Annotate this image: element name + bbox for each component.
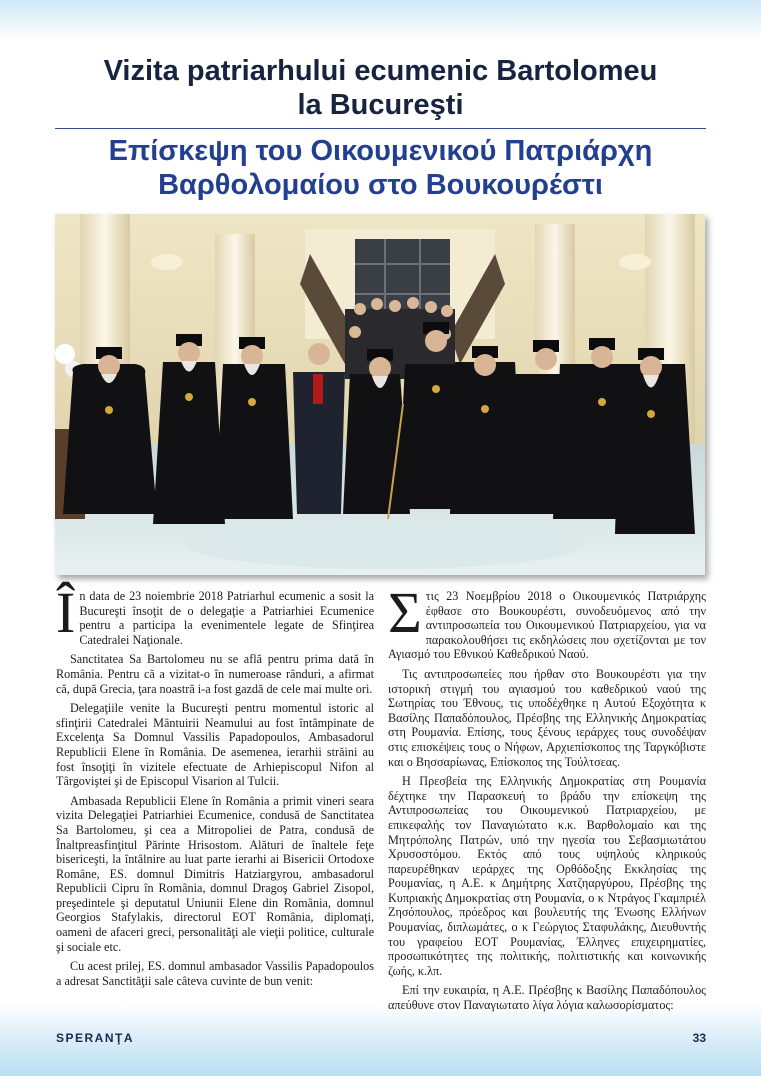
title-romanian-line1: Vizita patriarhului ecumenic Bartolomeu — [103, 55, 658, 87]
title-greek-line1: Επίσκεψη του Οικουμενικού Πατριάρχη — [108, 135, 653, 167]
title-divider — [55, 128, 706, 129]
paragraph-ro-3: Delegaţiile venite la Bucureşti pentru momentul istoric al sfinţirii Catedralei Mântuirii Neamului au fost întâmpinate de Excelenţa Sa Domnul Vassilis Papadopoulos, Ambasadorul Republicii Elene în România. De asemenea, ierarhii străini au fost însoţiţi în vizitele efectuate de Arhiepiscopul Nifon al Târgoviştei şi de Episcopul Visarion al Tulcii. — [56, 701, 374, 789]
article-column-greek — [388, 580, 706, 1013]
top-decorative-band — [0, 0, 761, 40]
paragraph-ro-2: Sanctitatea Sa Bartolomeu nu se află pentru prima dată în România. Pentru că a vizitat-o în numeroase rânduri, a afirmat că, după Grecia, ţara noastră i-a fost gazdă de cele mai multe ori. — [56, 652, 374, 696]
page-number: 33 — [692, 1031, 706, 1045]
paragraph-gr-3: Η Πρεσβεία της Ελληνικής Δημοκρατίας στη Ρουμανία δέχτηκε την Παρασκευή το βράδυ την επίσκεψη της Αντιπροσωπείας του Οικουμενικού Πατριαρχείου, με επικεφαλής τον Παναγιώτατο κ.κ. Βαρθολομαίο και της Μητρόπολης Πατρών, υπό την ηγεσία του Σεβασμιωτάτου Χρυσοστόμου. Εκτός από τους υψηλούς κληρικούς παρευρέθηκαν ιεράρχες της Ορθόδοξης Εκκλησίας της Ρουμανίας, η Α.Ε. κ Δημήτρης Χατζηαργύρου, Πρέσβης της Κυπριακής Δημοκρατίας στη Ρουμανία, ο κ Ντράγος Γκαμπριέλ Ζησόπουλος, πρόεδρος και βουλευτής της Ένωσης Ελλήνων Ρουμανίας, διπλωμάτες, ο κ Γεώργιος Σταφυλάκης, Διευθυντής του γραφείου ΕΟΤ Ρουμανίας, Έλληνες επιχειρηματίες, προσωπικότητες της πολιτικής, πολιτιστικής και κοινωνικής ζωής, κ.λπ. — [388, 774, 706, 978]
paragraph-gr-2: Τις αντιπροσωπείες που ήρθαν στο Βουκουρέστι για την ιστορική στιγμή του αγιασμού του καθεδρικού ναού της Σωτηρίας του Έθνους, τις υποδέχθηκε η Αυτού Εξοχότητα κ Βασίλης Παπαδόπουλος, Πρέσβης της Ελληνικής Δημοκρατίας στη Ρουμανία. Επίσης, τους ξένους ιεράρχες τους συνοδέψαν στις επισκέψεις τους ο Νήφων, Αρχιεπίσκοπος της Ταργκόβιστε και ο Βησσαρίωνας, Επίσκοπος της Τούλτσεας. — [388, 666, 706, 769]
title-greek — [30, 134, 731, 202]
paragraph-gr-1 — [388, 580, 706, 662]
dropcap-gr: Σ — [388, 580, 422, 645]
article-column-romanian — [56, 580, 374, 988]
title-greek-line2: Βαρθολομαίου στο Βουκουρέστι — [158, 169, 603, 201]
title-romanian — [30, 54, 731, 122]
paragraph-gr-1-text: τις 23 Νοεμβρίου 2018 ο Οικουμενικός Πατριάρχης έφθασε στο Βουκουρέστι, συνοδευόμενος από την αντιπροσωπεία του Οικουμενικού Πατριαρχείου, για να παρακολουθήσει τις εκδηλώσεις που σχετίζονται με τον Αγιασμό του Εθνικού Καθεδρικού Ναού. — [388, 589, 706, 662]
dropcap-ro: Î — [56, 580, 76, 645]
paragraph-ro-1-text: n data de 23 noiembrie 2018 Patriarhul ecumenic a sosit la Bucureşti însoţit de o delegaţie a Patriarhiei Ecumenice pentru a participa la evenimentele legate de Sfinţirea Catedralei Naţionale. — [79, 589, 374, 647]
group-photo — [55, 214, 705, 575]
paragraph-ro-5: Cu acest prilej, ES. domnul ambasador Vassilis Papadopoulos a adresat Sanctităţii sale câteva cuvinte de bun venit: — [56, 959, 374, 988]
paragraph-ro-1 — [56, 580, 374, 647]
group-photo-illustration — [55, 214, 705, 575]
title-romanian-line2: la Bucureşti — [297, 89, 464, 121]
magazine-name: SPERANŢA — [56, 1031, 135, 1045]
paragraph-gr-4: Επί την ευκαιρία, η Α.Ε. Πρέσβης κ Βασίλης Παπαδόπουλος απεύθυνε στον Παναγιωτατο λίγα λόγια καλωσορίσματος: — [388, 983, 706, 1013]
paragraph-ro-4: Ambasada Republicii Elene în România a primit vineri seara vizita Delegaţiei Patriarhiei Ecumenice, condusă de Sanctitatea Sa Bartolomeu, şi cea a Mitropoliei de Patra, condusă de Înaltpreasfinţitul Părinte Hrisostom. Alături de înaltele feţe bisericeşti, la întâlnire au luat parte ierarhi ai Bisericii Ortodoxe Române, ES. domnul Dimitris Hatziargyrou, ambasadorul Republicii Cipru în România, domnul Dragoş Gabriel Zisopol, preşedintele şi deputatul Uniunii Elene din România, domnul Georgios Stafylakis, directorul EOT România, diplomaţi, oameni de afaceri greci, personalităţi ale vieţii politice, culturale şi sociale etc. — [56, 793, 374, 954]
